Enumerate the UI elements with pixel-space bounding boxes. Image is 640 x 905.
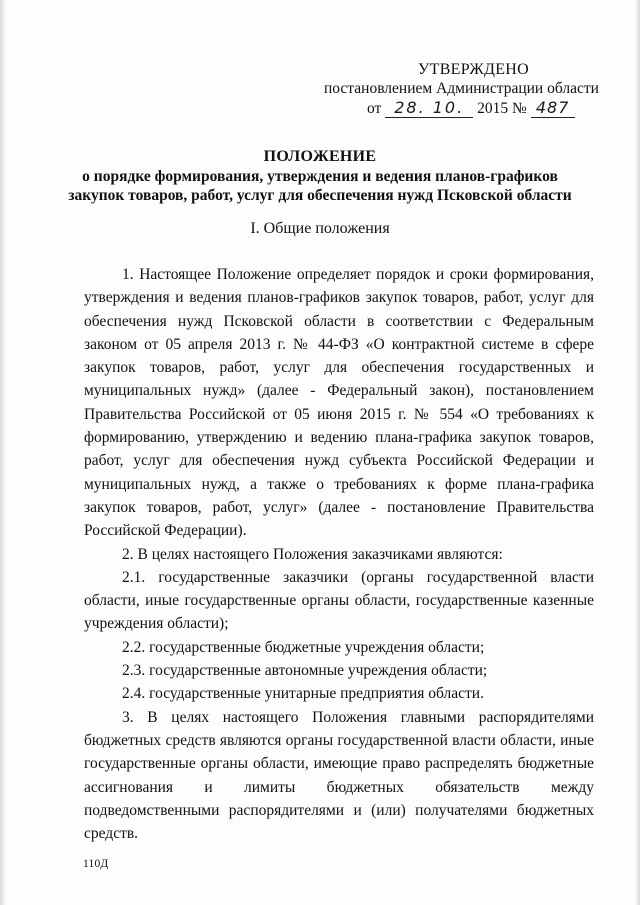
paragraph-3: 3. В целях настоящего Положения главными распорядителями бюджетных средств являются органы государственной власти области, иные государственные органы области, имеющие право распределять бюджетные ассигнования и лимиты бюджетных обязательств между подведомственными распорядителями и (или) получателями бюджетных средств. [84, 708, 594, 843]
date-prefix: от [367, 100, 382, 117]
paragraph-2-3: 2.3. государственные автономные учреждения области; [122, 662, 488, 680]
paragraph-1: 1. Настоящее Положение определяет порядок и сроки формирования, утверждения и ведения планов-графиков закупок товаров, работ, услуг для обеспечения нужд Псковской области в соответствии с Федеральным законом от 05 апреля 2013 г. № 44-ФЗ «О контрактной системе в сфере закупок товаров, работ, услуг для обеспечения государственных и муниципальных нужд» (далее - Федеральный закон), постановлением Правительства Российской от 05 июня 2015 г. № 554 «О требованиях к формированию, утверждению и ведению плана-графика закупок товаров, работ, услуг для обеспечения нужд субъекта Российской Федерации и муниципальных нужд, а также о требованиях к форме плана-графика закупок товаров, работ, услуг» (далее - постановление Правительства Российской Федерации). [84, 266, 594, 540]
scan-edge-right [635, 0, 640, 905]
paragraph-2: 2. В целях настоящего Положения заказчиками являются: [122, 545, 503, 563]
handwritten-date: 28. 10. [385, 98, 473, 118]
approval-year: 2015 № [477, 100, 527, 117]
document-subtitle [0, 167, 640, 205]
document-subtitle-line-1: о порядке формирования, утверждения и ведения планов-графиков [82, 168, 558, 185]
paragraph-2-4: 2.4. государственные унитарные предприятия области. [122, 685, 484, 703]
approval-date-line [367, 98, 575, 118]
scan-edge-left [0, 0, 6, 905]
approval-title: УТВЕРЖДЕНО [418, 61, 530, 78]
document-subtitle-line-2: закупок товаров, работ, услуг для обеспечения нужд Псковской области [68, 187, 572, 204]
document-body [84, 263, 594, 845]
handwritten-number: 487 [531, 98, 575, 118]
paragraph-2-1: 2.1. государственные заказчики (органы государственной власти области, иные государственные органы области, государственные казенные учреждения области); [84, 568, 594, 633]
approval-subtitle: постановлением Администрации области [324, 80, 599, 97]
footer-code: 110Д [83, 858, 109, 870]
section-title: I. Общие положения [250, 220, 390, 237]
paragraph-2-2: 2.2. государственные бюджетные учреждения области; [122, 638, 485, 656]
document-title: ПОЛОЖЕНИЕ [263, 148, 377, 165]
